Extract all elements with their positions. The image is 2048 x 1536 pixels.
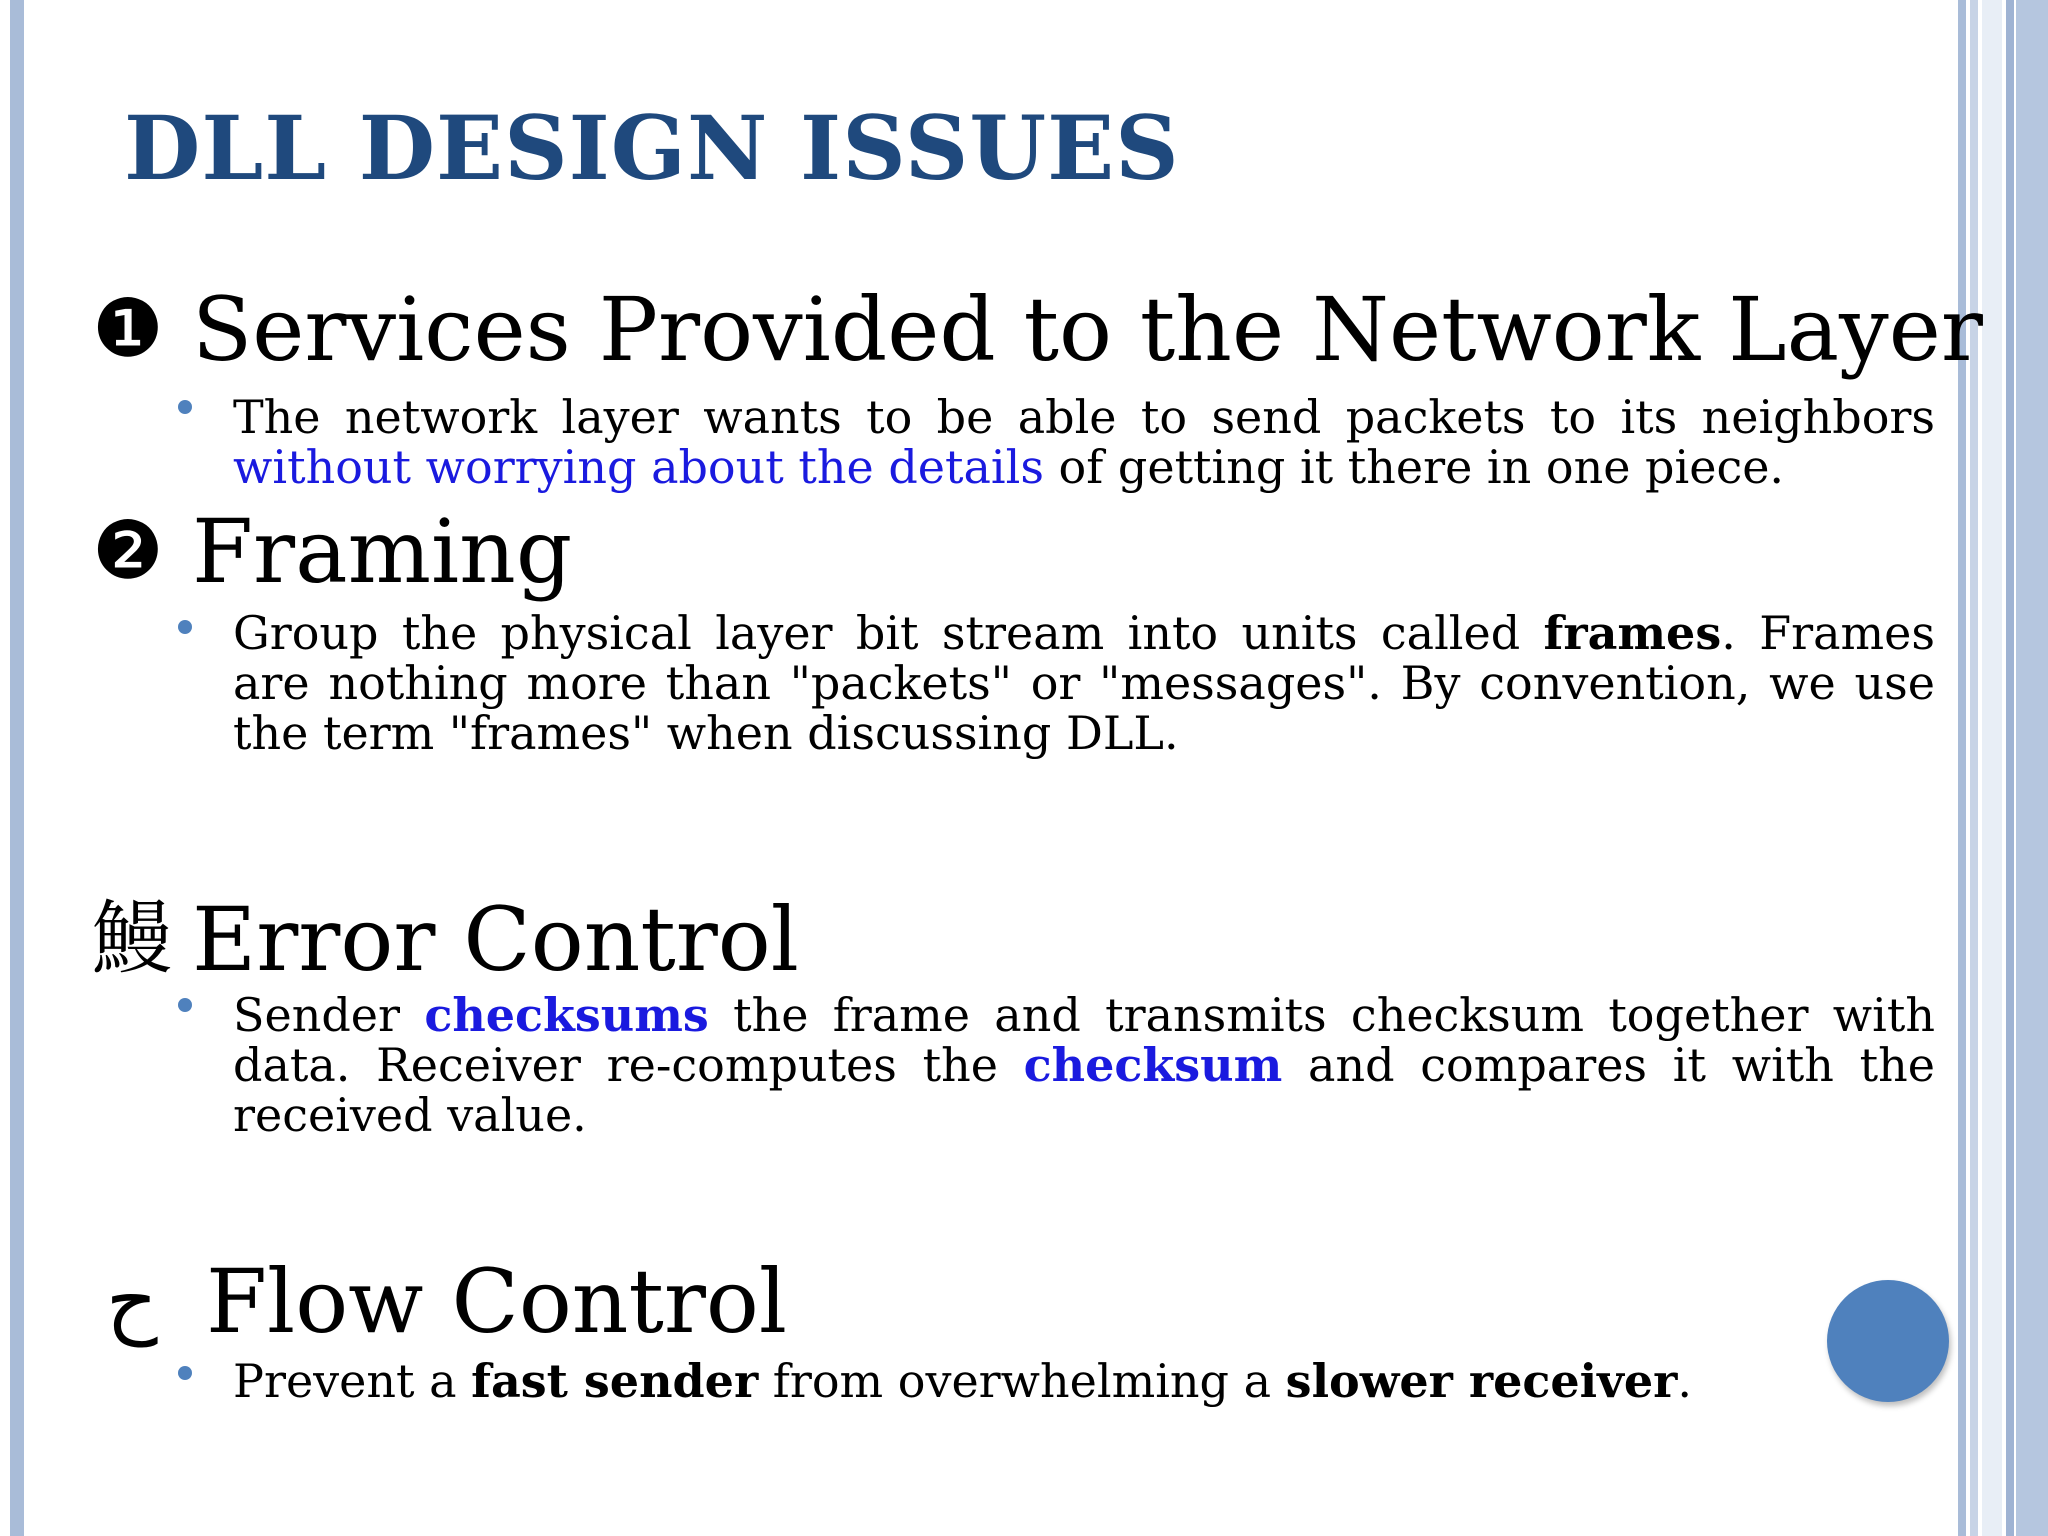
decorative-circle bbox=[1827, 1280, 1949, 1402]
slide-title: DLL DESIGN ISSUES bbox=[124, 96, 1180, 200]
right-border-stripe-4 bbox=[2006, 0, 2014, 1536]
bullet-dot-icon bbox=[178, 400, 192, 414]
right-border-stripe-2 bbox=[1970, 0, 1978, 1536]
number-three-icon: 鰻 bbox=[92, 892, 172, 985]
heading-text: Error Control bbox=[192, 888, 799, 991]
bold-blue-term: checksums bbox=[424, 988, 709, 1042]
bold-term: frames bbox=[1543, 606, 1722, 660]
error-control-paragraph: Sender checksums the frame and transmits checksum together with data. Receiver re-computes the checksum and compares it with the received value. bbox=[233, 988, 1935, 1142]
bold-term: fast sender bbox=[471, 1354, 759, 1408]
right-border-stripe-1 bbox=[1958, 0, 1966, 1536]
right-border-stripe-5 bbox=[2016, 0, 2048, 1536]
services-paragraph: The network layer wants to be able to send packets to its neighbors without worrying about the details of getting it there in one piece. bbox=[233, 390, 1935, 494]
heading-text: Services Provided to the Network Layer bbox=[192, 278, 1983, 381]
bullet-dot-icon bbox=[178, 620, 192, 634]
section-heading-services bbox=[92, 278, 1983, 381]
bold-blue-term: checksum bbox=[1023, 1038, 1283, 1092]
number-two-icon: ❷ bbox=[92, 504, 164, 597]
right-border-stripe-3 bbox=[1982, 0, 2002, 1536]
bullet-dot-icon bbox=[178, 1366, 192, 1380]
bullet-dot-icon bbox=[178, 998, 192, 1012]
heading-text: Flow Control bbox=[206, 1250, 788, 1353]
section-heading-flow-control bbox=[106, 1250, 787, 1353]
flow-control-paragraph: Prevent a fast sender from overwhelming a slower receiver. bbox=[233, 1354, 1692, 1408]
framing-paragraph: Group the physical layer bit stream into units called frames. Frames are nothing more than "packets" or "messages". By convention, we use the term "frames" when discussing DLL. bbox=[233, 606, 1935, 760]
number-four-icon: ح bbox=[106, 1254, 158, 1347]
highlighted-phrase: without worrying about the details bbox=[233, 440, 1044, 494]
bold-term: slower receiver bbox=[1285, 1354, 1678, 1408]
section-heading-framing bbox=[92, 500, 572, 603]
number-one-icon: ❶ bbox=[92, 282, 164, 375]
heading-text: Framing bbox=[192, 500, 573, 603]
section-heading-error-control bbox=[92, 874, 799, 991]
left-border-stripe bbox=[10, 0, 24, 1536]
